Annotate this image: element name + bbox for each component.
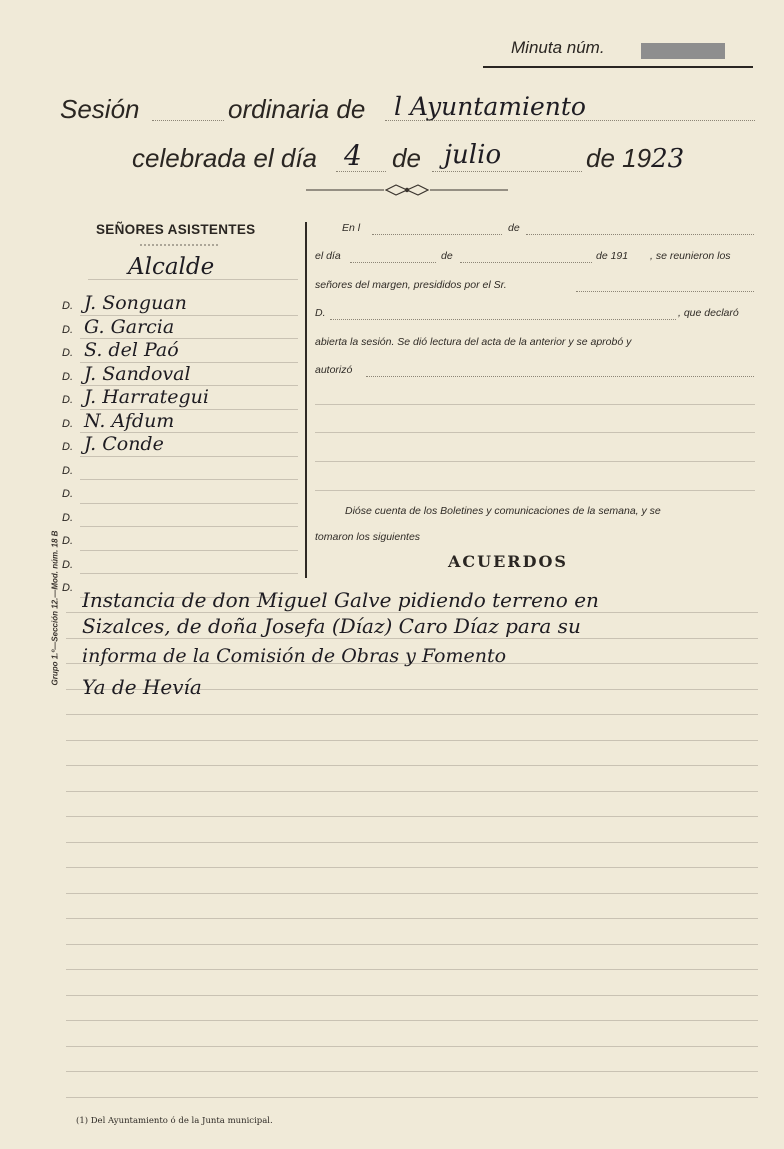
attendee-line xyxy=(80,503,298,504)
attendee-line xyxy=(80,526,298,527)
de-label: de xyxy=(392,143,421,173)
right-rule-4 xyxy=(315,490,755,491)
column-divider xyxy=(305,222,307,578)
footnote: (1) Del Ayuntamiento ó de la Junta municipal. xyxy=(76,1116,273,1126)
ruled-line xyxy=(66,969,758,970)
ruled-line xyxy=(66,714,758,715)
minuta-number-field xyxy=(483,36,753,68)
month-handwritten: julio xyxy=(444,140,502,170)
attendee-line xyxy=(80,479,298,480)
boletines-text-2: tomaron los siguientes xyxy=(315,531,421,543)
abierta-text: abierta la sesión. Se dió lectura del acta de la anterior y se aprobó y xyxy=(315,336,632,348)
attendee-prefix: D. xyxy=(62,464,73,477)
attendee-prefix: D. xyxy=(62,323,73,336)
acuerdo-line: informa de la Comisión de Obras y Fomento xyxy=(82,645,507,667)
redacted-stamp xyxy=(641,43,725,59)
form-model-note: Grupo 1.º—Sección 12.—Mod. núm. 18 B xyxy=(50,530,60,686)
ruled-line xyxy=(66,765,758,766)
attendee-row xyxy=(62,433,298,461)
attendee-line xyxy=(80,550,298,551)
presidente-blank xyxy=(576,291,754,292)
ruled-line xyxy=(66,867,758,868)
right-rule-2 xyxy=(315,432,755,433)
acuerdos-title: ACUERDOS xyxy=(448,552,568,571)
attendee-name: J. Conde xyxy=(84,433,164,455)
ruled-line xyxy=(66,842,758,843)
attendee-prefix: D. xyxy=(62,417,73,430)
sesion-word: Sesión xyxy=(60,94,140,124)
year-label: de 19 xyxy=(586,143,652,173)
attendee-prefix: D. xyxy=(62,394,73,406)
alcalde-handwritten: Alcalde xyxy=(128,254,215,280)
attendee-name: J. Songuan xyxy=(84,292,187,314)
acuerdo-line: Instancia de don Miguel Galve pidiendo terreno en xyxy=(82,588,599,612)
boletines-text-1: Dióse cuenta de los Boletines y comunicaciones de la semana, y se xyxy=(345,505,661,517)
day-blank xyxy=(336,171,386,172)
attendee-prefix: D. xyxy=(62,370,73,383)
de-blank-1 xyxy=(526,234,754,235)
ruled-line xyxy=(66,995,758,996)
alcalde-line xyxy=(88,279,298,280)
attendee-name: J. Harrategui xyxy=(84,386,209,408)
attendee-prefix: D. xyxy=(62,347,73,359)
sesion-blank xyxy=(152,120,224,121)
attendee-prefix: D. xyxy=(62,558,73,571)
ruled-line xyxy=(66,893,758,894)
ruled-line xyxy=(66,1020,758,1021)
attendee-prefix: D. xyxy=(62,441,73,453)
autorizo-text: autorizó xyxy=(315,364,353,376)
declaro-text: , que declaró xyxy=(678,307,739,319)
attendee-name: J. Sandoval xyxy=(84,362,191,385)
attendee-row xyxy=(62,531,298,555)
attendee-row xyxy=(62,484,298,508)
sesion-line xyxy=(385,120,755,121)
attendee-row xyxy=(62,555,298,579)
minuta-label: Minuta núm. xyxy=(511,38,605,57)
attendee-prefix: D. xyxy=(62,300,73,312)
year-tail: de 191 xyxy=(596,250,629,262)
attendee-line xyxy=(80,456,298,457)
celebrada-label: celebrada el día xyxy=(132,143,318,173)
attendee-line xyxy=(80,573,298,574)
attendee-name: G. Garcia xyxy=(84,315,175,338)
ruled-line xyxy=(66,1071,758,1072)
attendees-title-ornament xyxy=(140,241,220,249)
d-blank-right xyxy=(330,319,676,320)
month-blank xyxy=(432,171,582,172)
right-rule-3 xyxy=(315,461,755,462)
ornament-divider xyxy=(304,182,510,198)
dia-blank xyxy=(350,262,436,263)
el-dia-label: el día xyxy=(315,250,341,262)
ruled-line xyxy=(66,918,758,919)
attendee-row xyxy=(62,508,298,532)
attendee-name: S. del Paó xyxy=(84,339,179,361)
acuerdo-line: Sizalces, de doña Josefa (Díaz) Caro Díaz para su xyxy=(82,614,581,638)
attendee-prefix: D. xyxy=(62,488,73,500)
ruled-line xyxy=(66,1097,758,1098)
month-blank-2 xyxy=(460,262,592,263)
autorizo-blank xyxy=(366,376,754,377)
presididos-text: señores del margen, presididos por el Sr. xyxy=(315,279,507,291)
year-handwritten: 23 xyxy=(651,144,685,174)
attendee-prefix: D. xyxy=(62,511,73,524)
attendee-row xyxy=(62,461,298,485)
reunieron-text: , se reunieron los xyxy=(650,250,731,262)
d-label-right: D. xyxy=(315,307,326,319)
attendee-prefix: D. xyxy=(62,535,73,547)
ruled-line xyxy=(66,1046,758,1047)
day-handwritten: 4 xyxy=(344,139,362,172)
ruled-line xyxy=(66,816,758,817)
ruled-line xyxy=(66,791,758,792)
ruled-line xyxy=(66,612,758,613)
en-label: En l xyxy=(342,222,361,234)
sesion-type: ordinaria de xyxy=(228,94,366,124)
attendee-prefix: D. xyxy=(62,582,73,594)
attendee-name: N. Afdum xyxy=(84,409,175,432)
right-rule-1 xyxy=(315,404,755,405)
year-field xyxy=(586,143,684,174)
de-label-1: de xyxy=(508,222,520,234)
sesion-body-handwritten: l Ayuntamiento xyxy=(394,92,586,121)
de-label-2: de xyxy=(441,250,453,262)
ruled-line xyxy=(66,740,758,741)
attendees-title: SEÑORES ASISTENTES xyxy=(96,222,256,237)
en-blank xyxy=(372,234,502,235)
ruled-line xyxy=(66,944,758,945)
acuerdo-line: Ya de Hevía xyxy=(82,675,202,699)
